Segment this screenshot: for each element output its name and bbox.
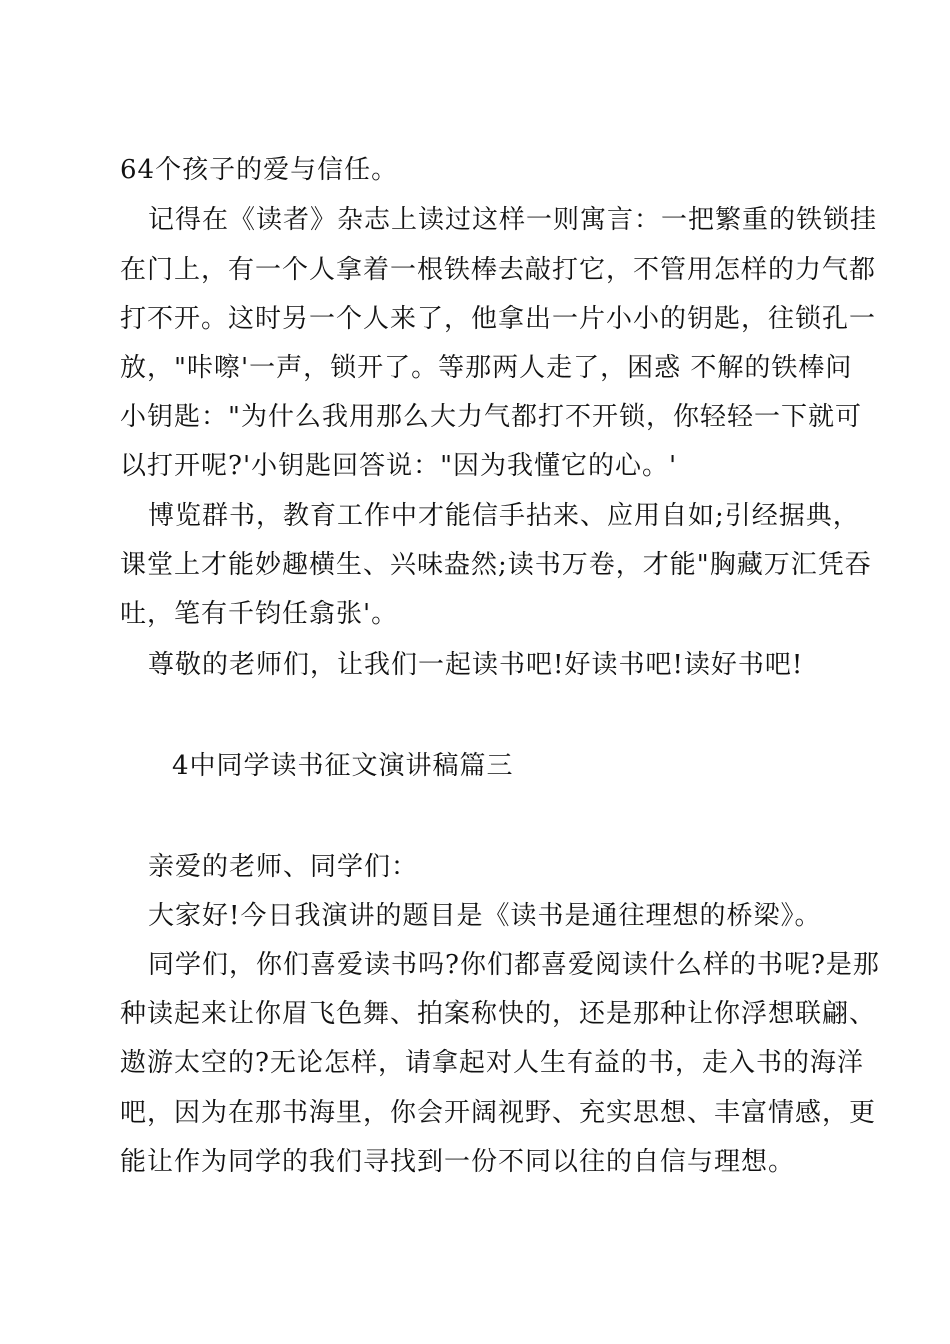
paragraph-line: 吧，因为在那书海里，你会开阔视野、充实思想、丰富情感，更 [120,1098,877,1128]
paragraph-line: 小钥匙："为什么我用那么大力气都打不开锁，你轻轻一下就可 [120,402,862,432]
paragraph-line: 在门上，有一个人拿着一根铁棒去敲打它，不管用怎样的力气都 [120,255,877,285]
paragraph-line: 尊敬的老师们，让我们一起读书吧!好读书吧!读好书吧! [148,650,804,680]
paragraph-line: 能让作为同学的我们寻找到一份不同以往的自信与理想。 [120,1147,796,1177]
paragraph-line: 吐，笔有千钧任翕张'。 [120,599,399,629]
section-heading: 4中同学读书征文演讲稿篇三 [172,751,514,781]
paragraph-line: 亲爱的老师、同学们： [148,852,419,882]
paragraph-line: 同学们，你们喜爱读书吗?你们都喜爱阅读什么样的书呢?是那 [148,950,880,980]
paragraph-line: 64个孩子的爱与信任。 [120,155,399,185]
paragraph-line: 博览群书，教育工作中才能信手拈来、应用自如;引经据典， [148,501,860,531]
paragraph-line: 放，"咔嚓'一声，锁开了。等那两人走了，困惑 不解的铁棒问 [120,353,853,383]
paragraph-line: 种读起来让你眉飞色舞、拍案称快的，还是那种让你浮想联翩、 [120,999,877,1029]
paragraph-line: 遨游太空的?无论怎样，请拿起对人生有益的书，走入书的海洋 [120,1048,864,1078]
paragraph-line: 以打开呢?'小钥匙回答说："因为我懂它的心。' [120,451,678,481]
paragraph-line: 大家好!今日我演讲的题目是《读书是通往理想的桥梁》。 [148,901,822,931]
paragraph-line: 打不开。这时另一个人来了，他拿出一片小小的钥匙，往锁孔一 [120,304,877,334]
paragraph-line: 课堂上才能妙趣横生、兴味盎然;读书万卷，才能"胸藏万汇凭吞 [120,550,872,580]
paragraph-line: 记得在《读者》杂志上读过这样一则寓言：一把繁重的铁锁挂 [148,205,878,235]
